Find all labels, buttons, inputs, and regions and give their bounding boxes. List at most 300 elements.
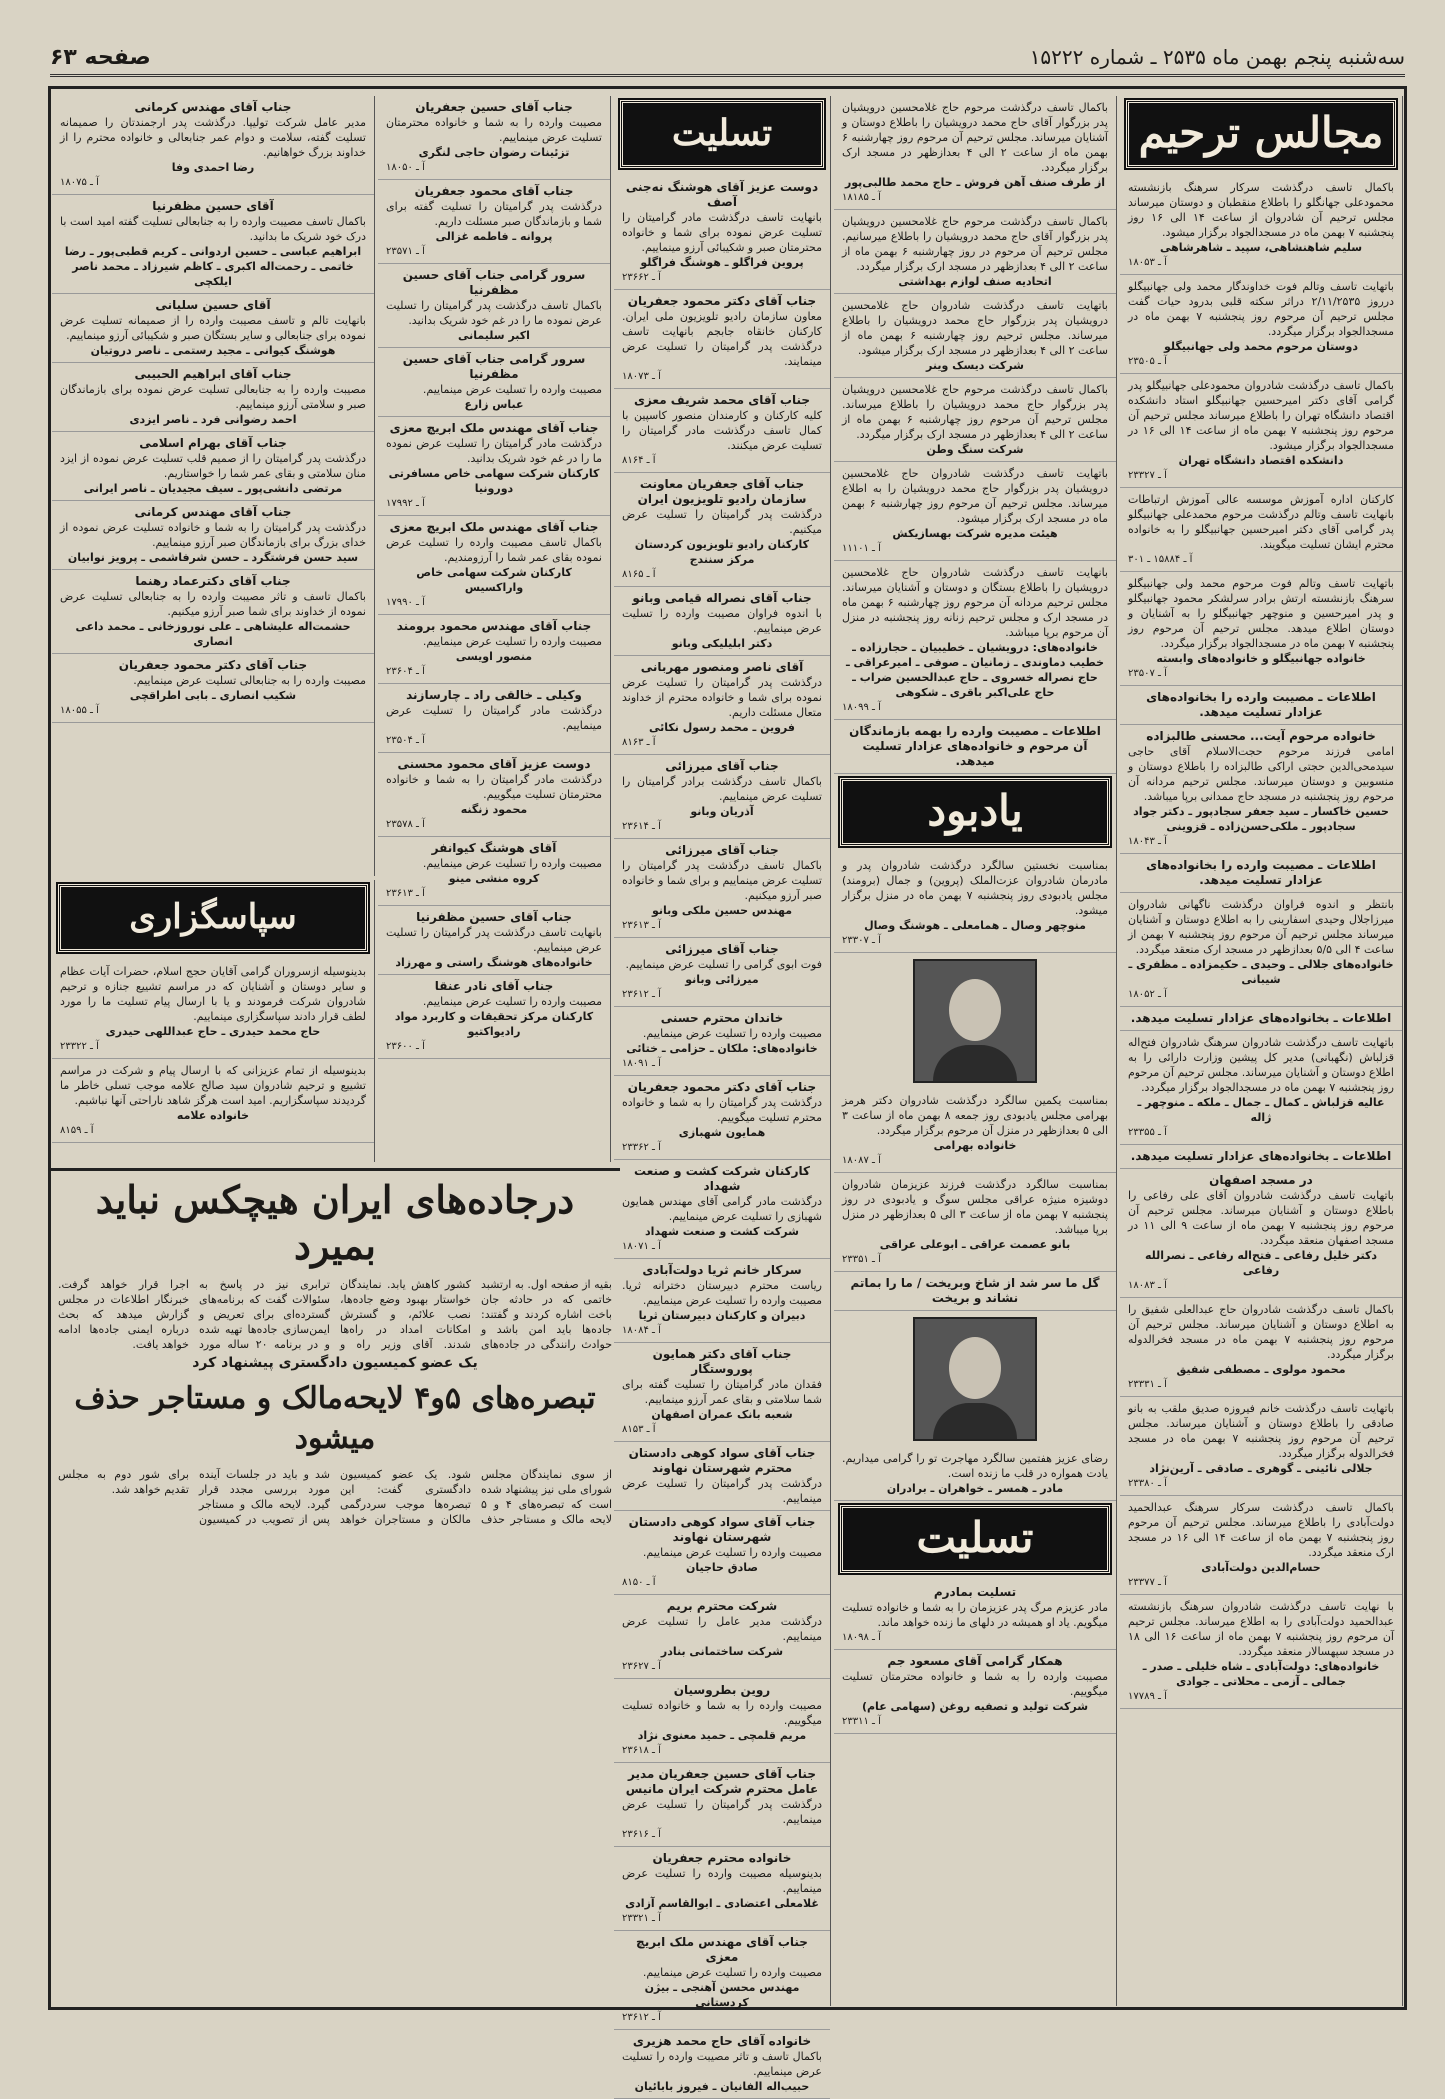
notice-item <box>1120 854 1402 893</box>
notice-body: بانهایت تاسف درگذشت پدر گرامیتان را تسلیت عرض مینماییم. <box>386 926 602 954</box>
notice-body: باکمال تاسف درگذشت پدر گرامیتان را تسلیت عرض مینماییم و برای شما و خانواده صبر آرزو میکنیم. <box>622 859 822 902</box>
notice-code: آ ـ ۱۸۰۹۹ <box>842 702 881 713</box>
notice-code: آ ـ ۱۸۱۸۵ <box>842 192 881 203</box>
notice-signature: عالیه قزلباش ـ کمال ـ جمال ـ ملکه ـ منوچهر ـ ژاله <box>1137 1096 1385 1124</box>
notice-signature: مهندس حسین ملکی وبانو <box>651 904 793 917</box>
notice-title: در مسجد اصفهان <box>1209 1173 1313 1187</box>
notice-item <box>834 561 1116 720</box>
notice-body: باتهایت تاسف درگذشت شادروان حاج غلامحسین درویشیان پدر بزرگوار حاج محمد درویشیان را باطلاع میرساند. مجلس ترحیم روز چهارشنبه ۶ بهمن ماه از ساعت ۲ الی ۴ بعدازظهر در مسجد ارک برگزار میشود. <box>842 299 1108 357</box>
notice-body: درگذشت مدیر عامل را تسلیت عرض مینماییم. <box>622 1615 822 1643</box>
notice-item <box>614 1595 830 1679</box>
section-banner-taslit: تسلیت <box>840 1505 1110 1573</box>
notice-signature: سید حسن فرشتگرد ـ حسن شرفاشمی ـ پرویز نوابیان <box>67 551 359 564</box>
notice-signature: خانواده‌های هوشنگ راستی و مهرزاد <box>395 956 593 969</box>
notice-item <box>52 654 374 723</box>
notice-body: درگذشت پدر گرامیتان را تسلیت عرض میکنیم. <box>622 508 822 536</box>
memorial-notice: بمناسبت یکمین سالگرد درگذشت شادروان دکتر هرمز بهرامی مجلس یادبودی روز جمعه ۸ بهمن ماه از ساعت ۳ الی ۵ بعدازظهر در منزل آن مرحوم برگزار میگردد. خانواده بهرامی آ ـ ۱۸۰۸۷ <box>834 1089 1116 1173</box>
notice-body: بدینوسیله ازسروران گرامی آقایان حجج اسلام، حضرات آیات عظام و سایر دوستان و آشنایان که در مراسم تشییع جنازه و ترحیم شادروان شرکت فرمودند و یا با ارسال پیام تسلیت ما را مورد لطف قرار دادند سپاسگزاری مینماییم. <box>60 965 366 1023</box>
notice-signature: خانواده‌های جلالی ـ وحیدی ـ حکیمزاده ـ مظفری ـ شیبانی <box>1128 958 1394 986</box>
notice-body: درگذشت پدر گرامیتان را تسلیت گفته برای شما و بازماندگان صبر مسئلت داریم. <box>386 200 602 228</box>
notice-code: آ ـ ۱۸۰۵۲ <box>1128 989 1167 1000</box>
notice-item <box>52 294 374 363</box>
notice-signature: حسام‌الدین دولت‌آبادی <box>1201 1561 1321 1574</box>
notice-body: باکمال تاسف درگذشت مرحوم حاج غلامحسین درویشیان پدر بزرگوار حاج محمد درویشیان را باطلاع میرساند. مجلس ترحیم آن مرحوم روز چهارشنبه ۶ بهمن ماه از ساعت ۲ الی ۴ بعدازظهر در مسجد ارک برگزار میگردد. <box>842 383 1108 441</box>
notice-item <box>378 516 610 615</box>
notice-body: باتهایت تاسف درگذشت شادروان حاج غلامحسین درویشیان پدر بزرگوار حاج محمد درویشیان را به اطلاع میرساند. مجلس ترحیم آن مرحوم روز چهارشنبه ۶ بهمن ماه در مسجد ارک برگزار میشود. <box>842 467 1108 525</box>
notice-body: درگذشت پدر گرامیتان را تسلیت عرض مینماییم. <box>622 1798 822 1826</box>
notice-body: باکمال تاسف و تاثر مصیبت وارده را به جنابعالی تسلیت عرض نموده از خداوند برای شما صبر آرزو میکنیم. <box>60 590 366 618</box>
notice-item <box>614 1847 830 1931</box>
notice-signature: شعبه بانک عمران اصفهان <box>651 1408 793 1421</box>
notice-title: خانواده مرحوم آیت... محسنی طالبزاده <box>1146 729 1376 743</box>
notice-item <box>614 755 830 839</box>
notice-body: بانهایت تاسف درگذشت شادروان حاج غلامحسین درویشیان را باطلاع بستگان و دوستان و آشنایان میرساند. مجلس ترحیم مردانه آن مرحوم روز چهارشنبه ۶ بهمن ماه در مسجد ارک و مجلس ترحیم زنانه روز پنجشنبه در منزل آن مرحوم برپا میباشد. <box>842 566 1108 639</box>
notice-signature: آذریان وبانو <box>690 805 754 818</box>
notice-body: مصیبت وارده را تسلیت عرض مینماییم. <box>642 1027 822 1040</box>
notice-body: مصیبت وارده را تسلیت عرض مینماییم. <box>642 1546 822 1559</box>
news-story <box>50 1168 620 2011</box>
notice-title: شرکت محترم بریم <box>666 1599 778 1613</box>
notice-title: جناب آقای حسین مظفرنیا <box>416 910 572 924</box>
notice-signature: حشمت‌اله علیشاهی ـ علی نوروزخانی ـ محمد داعی انصاری <box>75 620 351 648</box>
notice-title: اطلاعات ـ بخانواده‌های عزادار تسلیت میدهد. <box>1130 1011 1392 1025</box>
notice-signature: ابراهیم عباسی ـ حسین اردوانی ـ کریم قطبی‌پور ـ رضا خاتمی ـ رحمت‌اله اکبری ـ کاظم شیرزاد ـ محمد ناصر ایلکچی <box>64 245 362 288</box>
notice-code: آ ـ ۲۳۳۶۲ <box>622 1142 661 1153</box>
notice-code: آ ـ ۱۱۱۰۱ <box>842 543 881 554</box>
notice-title: خانواده آقای حاج محمد هزیری <box>632 2034 812 2048</box>
notice-body: ریاست محترم دبیرستان دخترانه ثریا. مصیبت وارده را تسلیت عرض مینماییم. <box>622 1279 822 1307</box>
memorial-notice: رضای عزیز هفتمین سالگرد مهاجرت تو را گرامی میداریم. یادت همواره در قلب ما زنده است. مادر ـ همسر ـ خواهران ـ برادران <box>834 1447 1116 1501</box>
notice-signature: خانواده‌های: دولت‌آبادی ـ شاه خلیلی ـ صدر ـ جمالی ـ آزمی ـ محلاتی ـ جوادی <box>1142 1660 1380 1688</box>
notice-code: آ ـ ۱۸۰۵۵ <box>60 705 99 716</box>
notice-code: آ ـ ۱۷۹۹۰ <box>386 597 425 608</box>
notice-title: روین بطروسیان <box>673 1683 771 1697</box>
notice-code: آ ـ ۲۳۳۵۵ <box>1128 1127 1167 1138</box>
notice-item <box>614 1763 830 1847</box>
notice-title: جناب آقای سواد کوهی دادستان محترم شهرستان نهاوند <box>628 1446 816 1475</box>
notice-code: آ ـ ۱۸۰۸۴ <box>622 1325 661 1336</box>
notice-body: باتهایت تاسف وتالم فوت خداوندگار محمد ولی جهانبیگلو درروز ۲/۱۱/۲۵۳۵ دراثر سکته قلبی بدرود حیات گفت مجلس ترحیم آن مرحوم روز پنجشنبه ۷ بهمن ماه در مسجدالجواد برگزار میگردد. <box>1128 280 1394 338</box>
notice-title: جناب آقای دکترعماد رهنما <box>135 574 291 588</box>
notice-signature: جلالی نائینی ـ گوهری ـ صادقی ـ آرین‌نژاد <box>1149 1462 1373 1475</box>
notice-signature: پروین فراگلو ـ هوشنگ فراگلو <box>640 256 804 269</box>
notice-code: آ ـ ۸۱۵۰ <box>622 1577 656 1588</box>
notice-code: آ ـ ۲۳۵۷۱ <box>386 246 425 257</box>
notice-signature: حبیب‌اله الفانیان ـ فیروز بابائیان <box>634 2080 810 2093</box>
notice-title: آقای حسین سلیانی <box>155 298 271 312</box>
notice-item <box>614 656 830 755</box>
notice-title: جناب آقای حسین جعفریان <box>415 100 573 114</box>
notice-item <box>1120 893 1402 1007</box>
section-banner-sepasgozari: سپاسگزاری <box>58 884 368 952</box>
notice-item <box>614 1343 830 1442</box>
notice-body: مصیبت وارده را تسلیت عرض مینماییم. <box>422 995 602 1008</box>
notice-signature: رضا احمدی وفا <box>171 161 255 174</box>
notice-signature: سلیم شاهنشاهی، سپید ـ شاهرشاهی <box>1159 241 1363 254</box>
story-body: بقیه از صفحه اول. به ارتشبد خاتمی که در حادثه جان باخت اشاره کردند و گفتند: جاده‌ها باید امن باشد و حوادث رانندگی در جاده‌های کشور کاهش یابد. نمایندگان خواستار بهبود وضع جاده‌ها، نصب علائم، و گسترش امکانات امداد در راه‌ها شدند. آقای وزیر راه و ترابری نیز در پاسخ به سئوالات گفت که برنامه‌های گسترده‌ای برای تعریض و ایمن‌سازی جاده‌ها تهیه شده و در برنامه ۲۰ ساله مورد اجرا قرار خواهد گرفت. خبرنگار اطلاعات در مجلس گزارش میدهد که بحث درباره ایمنی جاده‌ها ادامه خواهد یافت. <box>58 1278 612 1351</box>
notice-signature: حاج محمد حیدری ـ حاج عبداللهی حیدری <box>105 1025 321 1038</box>
notice-item <box>614 290 830 389</box>
notice-item <box>1120 1397 1402 1496</box>
notice-code: آ ـ ۲۳۶۱۳ <box>386 888 425 899</box>
notice-title: جناب آقای دکتر محمود جعفریان <box>627 294 817 308</box>
notice-item <box>1120 1298 1402 1397</box>
notice-item <box>614 473 830 587</box>
notice-signature: مهندس محسن آهنجی ـ بیژن کردستانی <box>644 1981 800 2009</box>
notice-body: درگذشت مادر گرامیتان را تسلیت عرض نموده ما را در غم خود شریک بدانید. <box>386 437 602 465</box>
notice-item <box>378 615 610 684</box>
issue-date: سه‌شنبه پنجم بهمن ماه ۲۵۳۵ ـ شماره ۱۵۲۲۲ <box>1029 45 1405 69</box>
notice-item <box>378 753 610 837</box>
notice-item <box>378 837 610 906</box>
notice-title: جناب آقای مهندس کرمانی <box>134 100 292 114</box>
notice-body: مصیبت وارده را تسلیت عرض مینماییم. <box>422 857 602 870</box>
notice-item <box>1120 1031 1402 1145</box>
notice-code: آ ـ ۲۳۵۰۴ <box>386 735 425 746</box>
notice-title: جناب آقای میرزائی <box>665 759 779 773</box>
notice-title: آقای حسین مظفرنیا <box>152 199 274 213</box>
notice-code: آ ـ ۲۳۳۳۱ <box>1128 1379 1167 1390</box>
notice-code: آ ـ ۲۳۳۱۱ <box>842 1716 881 1727</box>
portrait-photo <box>913 959 1037 1083</box>
notice-signature: حسین خاکسار ـ سید جعفر سجادپور ـ دکتر جواد سجادپور ـ ملکی‌حسن‌زاده ـ قزوینی <box>1133 805 1389 833</box>
notice-body: معاون سازمان رادیو تلویزیون ملی ایران. کارکنان خانقاه جابجم بانهایت تاسف درگذشت پدر گرامیتان را تسلیت عرض مینمایند. <box>622 310 822 368</box>
notice-body: با اندوه فراوان مصیبت وارده را تسلیت عرض مینماییم. <box>622 607 822 635</box>
notice-signature: صادق حاجیان <box>685 1561 759 1574</box>
notice-code: آ ـ ۱۸۰۹۱ <box>622 1058 661 1069</box>
notice-item <box>52 195 374 294</box>
notice-body: باکمال تاسف درگذشت شادروان حاج عبدالعلی شفیق را به اطلاع دوستان و آشنایان میرساند. مجلس ترحیم آن مرحوم روز پنجشنبه ۷ بهمن ماه در مسجد فخرالدوله برگزار میگردد. <box>1128 1303 1394 1361</box>
notice-signature: شرکت سنگ وطن <box>926 443 1024 456</box>
memorial-notice: بمناسبت نخستین سالگرد درگذشت شادروان پدر و مادرمان شادروان عزت‌الملک (پروین) و جمال (برومند) مجلس یادبودی روز پنجشنبه ۷ بهمن ماه در منزل برگزار میشود. منوچهر وصال ـ همامعلی ـ هوشنگ وصال آ ـ ۲۳۳۰۷ <box>834 854 1116 953</box>
notice-signature: اتحادیه صنف لوازم بهداشتی <box>898 275 1052 288</box>
column-condolences-3 <box>52 96 375 876</box>
notice-code: آ ـ ۱۸۰۵۰ <box>386 162 425 173</box>
story-kicker: یک عضو کمیسیون دادگستری پیشنهاد کرد <box>192 1355 478 1371</box>
notice-code: آ ـ ۲۳۶۶۲ <box>622 272 661 283</box>
notice-signature: شکیب انصاری ـ بابی اطراقچی <box>129 689 297 702</box>
notice-signature: کروه منشی مینو <box>448 872 540 885</box>
notice-item <box>52 501 374 570</box>
notice-signature: منصور اویسی <box>455 650 533 663</box>
notice-title: اطلاعات ـ مصیبت وارده را بخانواده‌های عزادار تسلیت میدهد. <box>1146 858 1376 887</box>
memorial-poem: گل ما سر شد از شاخ وبریخت / ما را بماتم نشاند و بریخت <box>834 1272 1116 1311</box>
notice-title: جناب آقای حسین جعفریان مدیر عامل محترم شرکت ایران مانیس <box>625 1767 819 1796</box>
notice-item <box>614 839 830 938</box>
notice-title: جناب آقای دکتر همایون پوروستگار <box>652 1347 792 1376</box>
notice-code: آ ـ ۲۳۶۱۲ <box>622 989 661 1000</box>
column-obituaries <box>1120 96 1403 2006</box>
notice-code: آ ـ ۲۳۶۲۷ <box>622 1661 661 1672</box>
notice-body: بانهایت تاسف درگذشت مادر گرامیتان را تسلیت عرض نموده برای شما و خانواده محترمتان صبر و شکیبائی آرزو مینماییم. <box>622 211 822 254</box>
notice-signature: کارکنان مرکز تحقیقات و کاربرد مواد رادیواکتیو <box>394 1010 594 1038</box>
notice-code: آ ـ ۲۳۵۰۷ <box>1128 668 1167 679</box>
page-header <box>50 40 1405 77</box>
notice-body: باتهایت تاسف درگذشت شادروان سرهنگ شادروان فتح‌اله قزلباش (نگهبانی) مدیر کل پیشین وزارت دارائی را به اطلاع دوستان و آشنایان میرساند. مجلس ترحیم آن مرحوم روز پنجشنبه ۷ بهمن ماه در مسجدالجواد برگزار میگردد. <box>1128 1036 1394 1094</box>
story-headline: درجاده‌های ایران هیچکس نباید بمیرد <box>95 1177 575 1268</box>
notice-signature: کارکنان رادیو تلویزیون کردستان مرکز سنندج <box>634 538 810 566</box>
notice-signature: خانواده جهانبیگلو و خانواده‌های وابسته <box>1156 652 1366 665</box>
column-condolences <box>614 96 831 2093</box>
notice-body: باکمال تاسف مصیبت وارده را به جنابعالی تسلیت گفته امید است با درک خود شریک ما بدانید. <box>60 215 366 243</box>
notice-item <box>378 348 610 417</box>
notice-item <box>834 210 1116 294</box>
notice-body: باکمال تاسف درگذشت شادروان محمودعلی جهانبیگلو پدر گرامی آقای دکتر امیرحسین جهانبیگلو استاد دانشکده اقتصاد دانشگاه تهران را باطلاع میرساند مجلس ترحیم آن مرحوم روز پنجشنبه ۷ بهمن ماه از ساعت ۱۴ الی ۱۶ در مسجدالجواد برگزار میشود. <box>1128 379 1394 452</box>
notice-body: درگذشت پدر گرامیتان را به شما و خانواده تسلیت عرض نموده از خدای بزرگ برای بازماندگان صبر آرزو مینماییم. <box>60 521 366 549</box>
notice-title: جناب آقای محمد شریف معزی <box>633 393 811 407</box>
notice-title: جناب آقای محمود جعفریان <box>414 184 574 198</box>
notice-item <box>1120 176 1402 275</box>
notice-signature: اکبر سلیمانی <box>458 329 530 342</box>
notice-code: آ ـ ۸۱۶۵ <box>622 569 656 580</box>
notice-item <box>52 363 374 432</box>
notice-title: جناب آقای مهندس ملک ابریچ معزی <box>389 421 599 435</box>
notice-code: آ ـ ۸۱۵۹ <box>60 1125 94 1136</box>
notice-body: باکمال تاسف درگذشت پدر گرامیتان را تسلیت عرض نموده ما را در غم خود شریک بدانید. <box>386 299 602 327</box>
notice-body: درگذشت مادر گرامی آقای مهندس همایون شهبازی را تسلیت عرض مینماییم. <box>622 1195 822 1223</box>
column-thanks <box>52 880 375 1162</box>
notice-body: امامی فرزند مرحوم حجت‌الاسلام آقای حاجی سیدمحی‌الدین حجتی اراکی طالبزاده را باطلاع دوستان و منسوبین و دوستان میرساند. مجلس ترحیم مردانه آن مرحوم روز پنجشنبه در مسجد حاج ممدانی برپا میباشد. <box>1128 745 1394 803</box>
notice-signature: مرتضی دانشی‌پور ـ سیف مجیدیان ـ ناصر ایرانی <box>83 482 343 495</box>
notice-signature: پروانه ـ فاطمه غزالی <box>435 230 553 243</box>
notice-signature: عباس زارع <box>464 398 524 411</box>
notice-body: مصیبت وارده را به شما و خانواده تسلیت میگوییم. <box>622 1699 822 1727</box>
notice-signature: غلامعلی اعتضادی ـ ابوالقاسم آزادی <box>625 1897 819 1910</box>
notice-item <box>378 264 610 348</box>
notice-body: درگذشت پدر گرامیتان را تسلیت عرض نموده برای شما و خانواده محترم از خداوند متعال مسئلت داریم. <box>622 676 822 719</box>
notice-body: باتهایت تاسف درگذشت خانم فیروزه صدیق ملقب به بانو صادقی را باطلاع دوستان و آشنایان میرساند. مجلس ترحیم آن مرحوم روز پنجشنبه ۷ بهمن ماه در مسجد فخرالدوله برگزار میگردد. <box>1128 1402 1394 1460</box>
notice-title: آقای ناصر ومنصور مهربانی <box>640 660 804 674</box>
notice-item <box>614 938 830 1007</box>
notice-body: باکمال تاسف مصیبت وارده را تسلیت عرض نموده بقای عمر شما را آرزومندیم. <box>386 536 602 564</box>
column-memorial <box>834 96 1117 2006</box>
notice-title: تسلیت بمادرم <box>933 1585 1017 1599</box>
notice-item <box>614 1076 830 1160</box>
notice-signature: محمود زنگنه <box>460 803 528 816</box>
notice-code: آ ـ ۱۸۰۵۳ <box>1128 257 1167 268</box>
notice-code: آ ـ ۲۳۶۰۰ <box>386 1041 425 1052</box>
section-banner-majales-tarhim: مجالس ترحیم <box>1126 100 1396 168</box>
notice-code: آ ـ ۱۵۸۸۴ ـ ۳۰۱ <box>1128 554 1193 565</box>
notice-item <box>378 906 610 975</box>
notice-body: درگذشت مادر گرامیتان را به شما و خانواده محترمتان تسلیت میگوییم. <box>386 773 602 801</box>
notice-signature: دانشکده اقتصاد دانشگاه تهران <box>1178 454 1344 467</box>
notice-body: باکمال تاسف درگذشت مرحوم حاج غلامحسین درویشیان پدر بزرگوار آقای حاج محمد درویشیان را باطلاع دوستان و آشنایان میرساند. مجلس ترحیم آن مرحوم روز چهارشنبه ۶ بهمن ماه از ساعت ۲ الی ۴ بعدازظهر در مسجد ارک برگزار میگردد. <box>842 101 1108 174</box>
notice-body: با نهایت تاسف درگذشت شادروان سرهنگ بازنشسته عبدالحمید دولت‌آبادی را به اطلاع میرساند. مجلس ترحیم آن مرحوم روز پنجشنبه ۷ بهمن ماه از ساعت ۱۶ الی ۱۸ در مسجد سپهسالار منعقد میگردد. <box>1128 1600 1394 1658</box>
notice-title: خاندان محترم حسنی <box>660 1011 784 1025</box>
notice-body: باکمال تاسف درگذشت مرحوم حاج غلامحسین درویشیان پدر بزرگوار آقای حاج محمد درویشیان را باطلاع میرسانیم. مجلس ترحیم آن مرحوم در روز چهارشنبه ۶ بهمن ماه از ساعت ۲ الی ۴ بعدازظهر در مسجد ارک برگزار میگردد. <box>842 215 1109 273</box>
notice-body: مصیبت وارده را تسلیت عرض مینماییم. <box>642 1966 822 1979</box>
notice-body: مصیبت وارده را به شما و خانواده محترمتان تسلیت میگوییم. <box>842 1670 1108 1698</box>
notice-code: آ ـ ۱۸۰۴۳ <box>1128 836 1167 847</box>
notice-item <box>1120 686 1402 725</box>
notice-body: مدیر عامل شرکت تولیپا. درگذشت پدر ارجمندتان را صمیمانه تسلیت گفته، سلامت و دوام عمر جنابعالی و خانواده محترم را از خداوند بزرگ خواهانیم. <box>60 116 366 159</box>
memorial-notice: بمناسبت سالگرد درگذشت فرزند عزیزمان شادروان دوشیزه منیژه عراقی مجلس سوگ و یادبودی در روز پنجشنبه ۷ بهمن ماه از ساعت ۳ الی ۵ بعدازظهر در منزل برپا میباشد. بانو عصمت عراقی ـ ابوعلی عراقی آ ـ ۲۳۳۵۱ <box>834 1173 1116 1272</box>
notice-title: سرور گرامی جناب آقای حسین مظفرنیا <box>402 352 586 381</box>
notice-code: آ ـ ۲۳۳۲۷ <box>1128 470 1167 481</box>
notice-item <box>614 1679 830 1763</box>
notice-signature: هیئت مدیره شرکت بهسازیکش <box>892 527 1058 540</box>
notice-item <box>614 1931 830 2030</box>
notice-code: آ ـ ۲۳۵۷۸ <box>386 819 425 830</box>
story-headline-2: تبصره‌های ۵و۴ لایحه‌مالک و مستاجر حذف میشود <box>74 1381 596 1456</box>
notice-item <box>1120 572 1402 686</box>
notice-title: جناب آقای مهندس محمود برومند <box>396 619 592 633</box>
notice-code: آ ـ ۲۳۶۱۳ <box>622 920 661 931</box>
section-banner-yadbood: یادبود <box>840 778 1110 846</box>
notice-title: جناب آقای نادر عنقا <box>434 979 554 993</box>
notice-signature: احمد رضوانی فرد ـ ناصر ایزدی <box>129 413 297 426</box>
notice-item <box>1120 725 1402 854</box>
notice-signature: شرکت دیسک وینر <box>926 359 1024 372</box>
notice-item <box>614 389 830 473</box>
notice-body: فوت ابوی گرامی را تسلیت عرض مینماییم. <box>625 958 822 971</box>
story-body-2: از سوی نمایندگان مجلس شورای ملی نیز پیشنهاد شده است که تبصره‌های ۴ و ۵ لایحه مالک و مستاجر حذف شود. یک عضو کمیسیون دادگستری گفت: این تبصره‌ها موجب سردرگمی مالکان و مستاجران خواهد شد و باید در جلسات آینده مورد بررسی مجدد قرار گیرد. لایحه مالک و مستاجر پس از تصویب در کمیسیون برای شور دوم به مجلس تقدیم خواهد شد. <box>58 1468 613 1526</box>
notice-title: جناب آقای سواد کوهی دادستان شهرستان نهاوند <box>628 1515 816 1544</box>
notice-signature: شرکت ساختمانی بنادر <box>660 1645 784 1658</box>
section-banner-taslit: تسلیت <box>620 100 824 168</box>
notice-body: باتهایت تاسف وتالم فوت مرحوم محمد ولی جهانبیگلو سرهنگ بازنشسته ارتش برادر سرلشکر محمود جهانبیگلو و پدر امیرحسین و منوچهر جهانبیگلو را به آشنایان و دوستان اطلاع میدهد. مجلس ترحیم آن مرحوم روز پنجشنبه ۷ بهمن ماه در مسجدالجواد برگزار میگردد. <box>1128 577 1394 650</box>
notice-title: اطلاعات ـ مصیبت وارده را بهمه بازماندگان آن مرحوم و خانواده‌های عزادار تسلیت میدهد. <box>849 724 1101 768</box>
notice-item <box>614 1442 830 1511</box>
notice-body: باکمال تاسف درگذشت سرکار سرهنگ عبدالحمید دولت‌آبادی را باطلاع میرساند. مجلس ترحیم آن مرحوم روز پنجشنبه ۷ بهمن ماه از ساعت ۱۴ الی ۱۶ در مسجد ارک منعقد میگردد. <box>1128 1501 1394 1559</box>
notice-item <box>1120 1145 1402 1169</box>
notice-signature: مریم قلمچی ـ حمید معنوی نژاد <box>637 1729 807 1742</box>
page-number: صفحه ۶۳ <box>50 44 151 70</box>
notice-signature: کارکنان شرکت سهامی خاص واراکسیس <box>416 566 572 594</box>
notice-signature: میرزائی وبانو <box>685 973 759 986</box>
notice-body: مصیبت وارده را تسلیت عرض مینماییم. <box>422 635 602 648</box>
notice-item <box>614 2030 830 2099</box>
notice-body: بدینوسیله از تمام عزیزانی که با ارسال پیام و شرکت در مراسم تشییع و ترحیم شادروان سید صالح علامه موجب تسلی خاطر ما گردیدند سپاسگزاریم. امید است هرگز شاهد ناراحتی آنها نباشیم. <box>60 1064 366 1107</box>
notice-code: آ ـ ۲۳۶۱۶ <box>622 1829 661 1840</box>
notice-signature: فروین ـ محمد رسول نکائی <box>649 721 795 734</box>
notice-title: دوست عزیز آقای هوشنگ نه‌جنی آصف <box>625 180 819 209</box>
notice-signature: خانواده‌های: ملکان ـ حزامی ـ ختائی <box>626 1042 818 1055</box>
notice-body: باکمال تاسف درگذشت برادر گرامیتان را تسلیت عرض مینماییم. <box>622 775 822 803</box>
notice-body: درگذشت مادر گرامیتان را تسلیت عرض مینماییم. <box>386 704 602 732</box>
portrait-photo <box>913 1317 1037 1441</box>
notice-item <box>1120 1496 1402 1595</box>
notice-title: جناب آقای مهندس ملک ابریچ معزی <box>389 520 599 534</box>
notice-item <box>52 1059 374 1143</box>
notice-item <box>52 96 374 195</box>
notice-item <box>1120 1007 1402 1031</box>
notice-item <box>378 417 610 516</box>
notice-title: سرکار خانم ثریا دولت‌آبادی <box>642 1263 802 1277</box>
notice-signature: دکتر خلیل رفاعی ـ فتح‌اله رفاعی ـ نصرالله رفاعی <box>1144 1249 1378 1277</box>
notice-item <box>1120 488 1402 572</box>
notice-body: بانتظر و اندوه فراوان درگذشت ناگهانی شادروان میرزاجلال وحیدی اسفارینی را به اطلاع دوستان و آشنایان میرساند مجلس ترحیم آن مرحوم روز پنجشنبه ۷ بهمن از ساعت ۴ الی ۵/۵ بعدازظهر در مسجد ارک منعقد میگردد. <box>1128 898 1394 956</box>
notice-body: درگذشت پدر گرامیتان را تسلیت عرض مینماییم. <box>622 1477 822 1505</box>
notice-title: جناب آقای میرزائی <box>665 843 779 857</box>
notice-code: آ ـ ۲۳۶۱۲ <box>622 2012 661 2023</box>
notice-code: آ ـ ۱۷۷۸۹ <box>1128 1691 1167 1702</box>
notice-title: جناب آقای دکتر محمود جعفریان <box>118 658 308 672</box>
notice-code: آ ـ ۸۱۶۴ <box>622 455 656 466</box>
notice-signature: خانواده علامه <box>176 1109 250 1122</box>
notice-code: آ ـ ۱۸۰۷۵ <box>60 177 99 188</box>
column-condolences-2 <box>378 96 611 1162</box>
notice-signature: تزئینات رضوان حاجی لنگری <box>418 146 570 159</box>
notice-body: مصیبت وارده را به جنابعالی تسلیت عرض مینماییم. <box>133 674 366 687</box>
notice-item <box>834 462 1116 561</box>
notice-item <box>614 176 830 290</box>
notice-signature: کارکنان شرکت سهامی خاص مسافرتی دورونیا <box>388 467 600 495</box>
notice-title: جناب آقای دکتر محمود جعفریان <box>627 1080 817 1094</box>
notice-code: آ ـ ۱۷۹۹۲ <box>386 498 425 509</box>
notice-item <box>614 1259 830 1343</box>
notice-body: مصیبت وارده را به شما و خانواده محترمتان تسلیت عرض مینماییم. <box>386 116 602 144</box>
notice-item <box>834 1650 1116 1734</box>
notice-body: مصیبت وارده را به جنابعالی تسلیت عرض نموده برای بازماندگان صبر و سلامتی آرزو مینماییم. <box>60 383 366 411</box>
notice-item <box>1120 275 1402 374</box>
notice-body: فقدان مادر گرامیتان را تسلیت گفته برای شما سلامتی و بقای عمر آرزو مینماییم. <box>622 1378 822 1406</box>
notice-code: آ ـ ۸۱۶۳ <box>622 737 656 748</box>
notice-title: جناب آقای میرزائی <box>665 942 779 956</box>
notice-body: باتهایت تاسف درگذشت شادروان آقای علی رفاعی را باطلاع دوستان و آشنایان میرساند. مجلس ترحیم آن مرحوم روز پنجشنبه ۷ بهمن ماه از ساعت ۹ الی ۱۱ در مسجد اصفهان منعقد میگردد. <box>1128 1189 1394 1247</box>
notice-item <box>378 684 610 753</box>
notice-code: آ ـ ۸۱۵۳ <box>622 1424 656 1435</box>
notice-title: همکار گرامی آقای مسعود جم <box>887 1654 1063 1668</box>
notice-body: کارکنان اداره آموزش موسسه عالی آموزش ارتباطات بانهایت تاسف وتالم درگذشت مرحوم محمدعلی جهانبیگلو پدر گرامی آقای دکتر امیرحسین جهانبیگلو را به خانواده محترم ایشان تسلیت میگویند. <box>1128 493 1394 551</box>
notice-signature: خانواده‌های: درویشیان ـ خطیبیان ـ حجارزاده ـ خطیب دماوندی ـ زمانیان ـ صوفی ـ امیرعراقی ـ حاج نصراله خسروی ـ حاج عبدالحسین ضراب ـ حاج علی‌اکبر باقری ـ شکوهی <box>845 641 1105 699</box>
notice-code: آ ـ ۲۳۶۱۴ <box>622 821 661 832</box>
notice-item <box>378 975 610 1059</box>
notice-code: آ ـ ۲۳۳۲۲ <box>60 1041 99 1052</box>
notice-item <box>834 720 1116 774</box>
notice-title: جناب آقای مهندس ملک ابریچ معزی <box>636 1935 808 1964</box>
notice-item <box>614 1511 830 1595</box>
notice-code: آ ـ ۱۸۰۸۳ <box>1128 1280 1167 1291</box>
notice-signature: از طرف صنف آهن فروش ـ حاج محمد طالبی‌پور <box>844 176 1106 189</box>
notice-title: جناب آقای نصراله قیامی وبانو <box>632 591 812 605</box>
notice-item <box>834 1581 1116 1650</box>
notice-body: بدینوسیله مصیبت وارده را تسلیت عرض مینماییم. <box>622 1867 822 1895</box>
notice-signature: شرکت کشت و صنعت شهداد <box>645 1225 799 1238</box>
notice-signature: دبیران و کارکنان دبیرستان ثریا <box>638 1309 806 1322</box>
notice-title: اطلاعات ـ بخانواده‌های عزادار تسلیت میدهد. <box>1130 1149 1392 1163</box>
notice-title: اطلاعات ـ مصیبت وارده را بخانواده‌های عزادار تسلیت میدهد. <box>1146 690 1376 719</box>
notice-signature: شرکت تولید و تصفیه روغن (سهامی عام) <box>861 1700 1089 1713</box>
notice-item <box>834 378 1116 462</box>
notice-item <box>614 1007 830 1076</box>
notice-code: آ ـ ۲۳۳۲۱ <box>622 1913 661 1924</box>
notice-signature: هوشنگ کیوانی ـ مجید رستمی ـ ناصر دروتیان <box>90 344 336 357</box>
notice-item <box>52 432 374 501</box>
notice-item <box>52 570 374 654</box>
notice-code: آ ـ ۲۳۳۷۷ <box>1128 1577 1167 1588</box>
notice-title: جناب آقای ابراهیم الحبیبی <box>134 367 292 381</box>
notice-signature: دکتر ابلیلیکی وبانو <box>671 637 773 650</box>
notice-body: درگذشت پدر گرامیتان را به شما و خانواده محترم تسلیت میگوییم. <box>622 1096 822 1124</box>
notice-code: آ ـ ۱۸۰۷۱ <box>622 1241 661 1252</box>
notice-title: خانواده محترم جعفریان <box>652 1851 792 1865</box>
notice-code: آ ـ ۲۳۶۱۸ <box>622 1745 661 1756</box>
notice-body: کلیه کارکنان و کارمندان منصور کاسپین با کمال تاسف درگذشت مادر گرامیتان را تسلیت عرض میکنند. <box>622 409 822 452</box>
notice-signature: محمود مولوی ـ مصطفی شفیق <box>1176 1363 1346 1376</box>
notice-item <box>834 294 1116 378</box>
notice-body: بانهایت تالم و تاسف مصیبت وارده را از صمیمانه تسلیت عرض نموده برای جنابعالی و سایر بستگان صبر و شکیبائی آرزو مینماییم. <box>60 314 366 342</box>
notice-title: جناب آقای جعفریان معاونت سازمان رادیو تلویزیون ایران <box>637 477 807 506</box>
notice-title: آقای هوشنگ کیوانفر <box>431 841 557 855</box>
notice-signature: همایون شهبازی <box>678 1126 766 1139</box>
notice-body: درگذشت پدر گرامیتان را از صمیم قلب تسلیت عرض نموده از ایزد منان سلامتی و بقای عمر شما را خواستاریم. <box>60 452 366 480</box>
notice-item <box>378 180 610 264</box>
notice-item <box>614 587 830 656</box>
notice-body: باکمال تاسف و تاثر مصیبت وارده را تسلیت عرض مینماییم. <box>622 2050 822 2078</box>
notice-signature: دوستان مرحوم محمد ولی جهانبیگلو <box>1164 340 1358 353</box>
